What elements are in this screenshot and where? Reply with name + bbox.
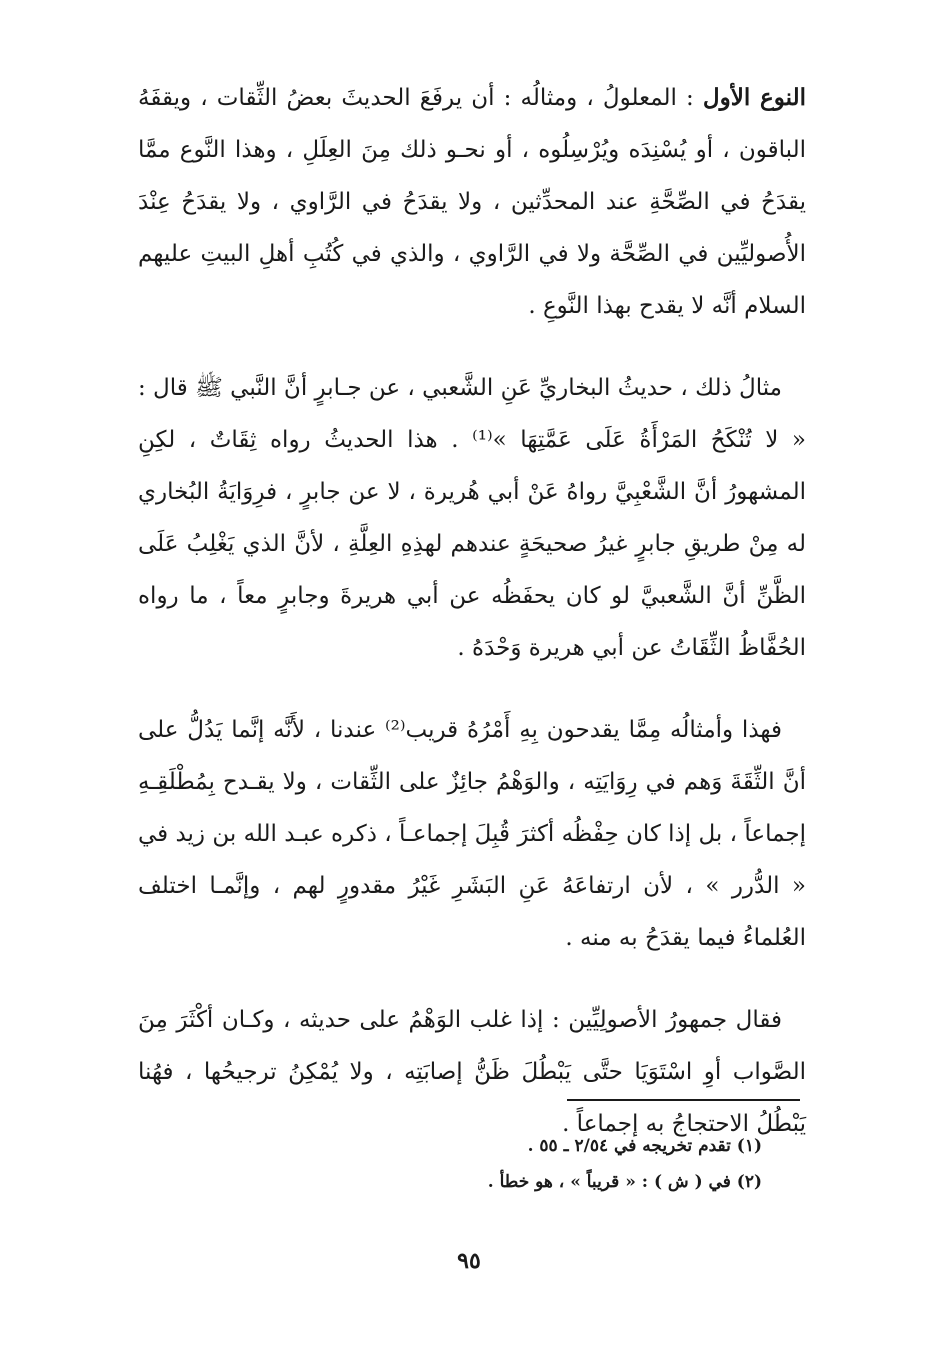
paragraph-first-type xyxy=(138,72,806,332)
page-number: ٩٥ xyxy=(457,1248,481,1274)
paragraph-discussion: فهذا وأمثالُه مِمَّا يقدحون بِهِ أَمْرُهُ قريب⁽²⁾ عندنا ، لأَنَّه إنَّما يَدُلُّ على أنَّ الثِّقَةَ وَهم في رِوَايَتِه ، والوَهْمُ جائِزٌ على الثِّقات ، ولا يقـدح بِمُطْلَقِـهِ إجماعاً ، بل إذا كان حِفْظُه أكثرَ قُبِلَ إجماعـاً ، ذكره عبـد الله بن زيد في « الدُّرر » ، لأن ارتفاعَهُ عَنِ البَشَرِ غَيْرُ مقدورٍ لهم ، وإنَّمـا اختلف العُلماءُ فيما يقدَحُ به منه . xyxy=(137,717,806,951)
section-lead: النوع الأول xyxy=(702,84,806,111)
paragraph-majority-view: فقال جمهورُ الأصولِيِّين : إذا غلب الوَهْمُ على حديثه ، وكـان أكْثَرَ مِنَ الصَّواب أوِ اسْتَوَيَا حتَّى يَبْطُلَ ظَنُّ إصابَتِه ، ولا يُمْكِنُ ترجيحُها ، فهُنا يَبْطُلُ الاحتجاجُ به إجماعاً . xyxy=(138,1007,806,1137)
footnote-1: (١) تقدم تخريجه في ٢/٥٤ ـ ٥٥ . xyxy=(527,1136,762,1156)
page-body xyxy=(138,72,806,1180)
paragraph-text: : المعلولُ ، ومثالُه : أن يرفَعَ الحديثَ بعضُ الثِّقات ، ويقفَهُ الباقون ، أو يُسْنِدَه ويُرْسِلُوه ، أو نحـو ذلك مِنَ العِلَلِ ، وهذا النَّوع ممَّا يقدَحُ في الصِّحَّةِ عند المحدِّثين ، ولا يقدَحُ في الرَّاوي ، ولا يقدَحُ عِنْدَ الأُصوليِّين في الصِّحَّة ولا في الرَّاوي ، والذي في كُتُبِ أهلِ البيتِ عليهم السلام أنَّه لا يقدح بهذا النَّوعِ . xyxy=(138,85,806,319)
footnote-divider xyxy=(567,1099,800,1101)
paragraph-example: مثالُ ذلك ، حديثُ البخاريِّ عَنِ الشَّعبي ، عن جـابرٍ أنَّ النَّبي ﷺ قال : « لا تُنْكَحُ المَرْأَةُ عَلَى عَمَّتِهَا »⁽¹⁾ . هذا الحديثُ رواه ثِقَاتٌ ، لكِنِ المشهورُ أنَّ الشَّعْبِيَّ رواهُ عَنْ أبي هُريرة ، لا عن جابرٍ ، فرِوَايَةُ البُخاري له مِنْ طريقِ جابرٍ غيرُ صحيحَةٍ عندهم لهذِهِ العِلَّةِ ، لأنَّ الذي يَغْلِبُ عَلَى الظَّنِّ أنَّ الشَّعبيَّ لو كان يحفَظُه عن أبي هريرةَ وجابرٍ معاً ، ما رواه الحُفَّاظُ الثِّقَاتُ عن أبي هريرة وَحْدَهُ . xyxy=(137,375,806,661)
footnotes xyxy=(342,1128,762,1200)
footnote-2: (٢) في ( ش ) : « قريباً » ، هو خطأ . xyxy=(487,1172,762,1192)
